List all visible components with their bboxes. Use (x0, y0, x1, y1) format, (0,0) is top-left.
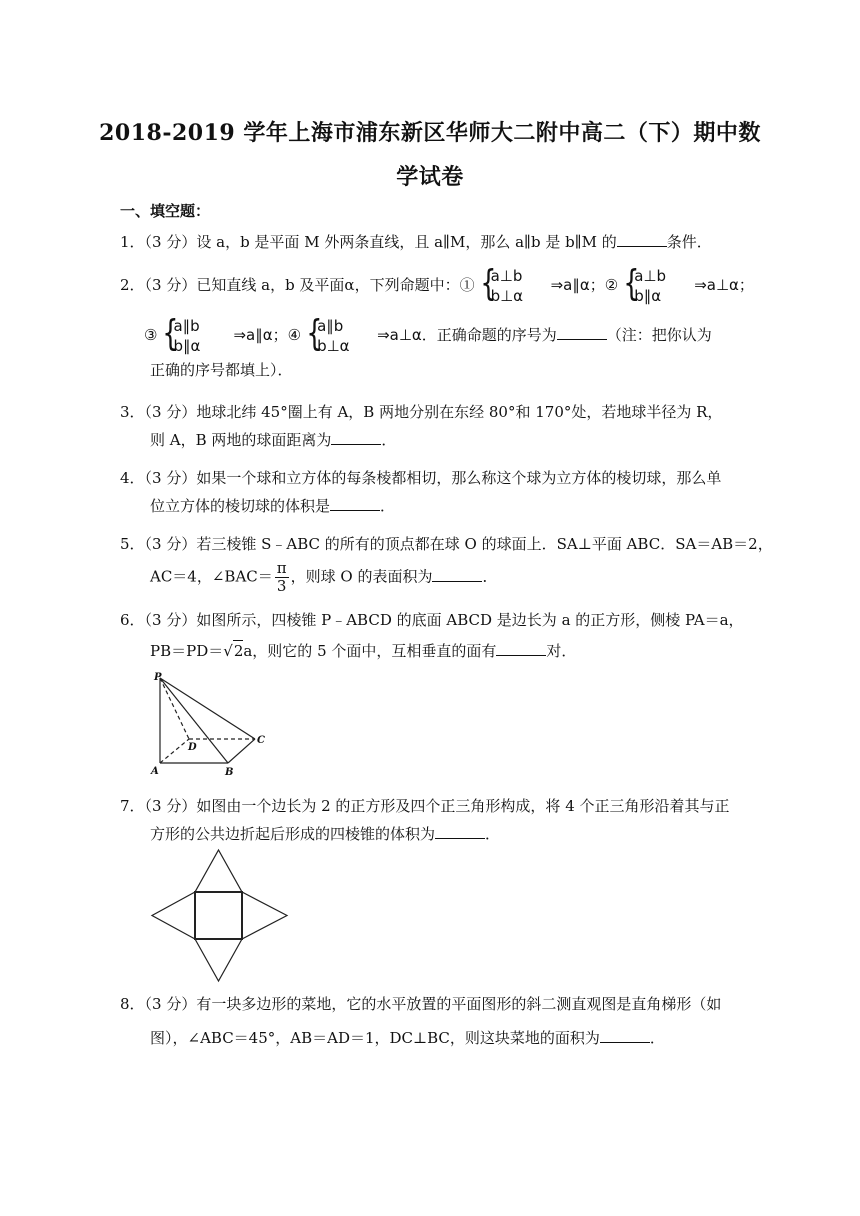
answer-blank[interactable] (496, 641, 546, 656)
label-a: A (151, 766, 159, 777)
question-2-line1: 2．（3 分）已知直线 a，b 及平面α，下列命题中：① { a⊥b b⊥α ⇒a∥α；② { a⊥b b∥α ⇒a⊥α； (120, 263, 754, 305)
answer-blank[interactable] (617, 232, 667, 247)
question-5-line2: AC＝4，∠BAC＝ $\frac{\pi}{3}$ ，则球 O 的表面积为 ． (150, 559, 498, 595)
label-c: C (257, 735, 265, 746)
question-8-line2: 图），∠ABC＝45°，AB＝AD＝1，DC⊥BC，则这块菜地的面积为 ． (150, 1029, 665, 1047)
label-p: P (154, 672, 162, 683)
question-4-line2: 位立方体的棱切球的体积是 ． (150, 497, 396, 515)
system-2: { a⊥b b∥α (623, 263, 666, 305)
question-6-line1: 6．（3 分）如图所示，四棱锥 P﹣ABCD 的底面 ABCD 是边长为 a 的正方形，侧棱 PA＝a， (120, 611, 744, 629)
fraction-pi-over-3: $\frac{\pi}{3}$ (276, 559, 287, 595)
square-triangles-figure (150, 848, 290, 984)
answer-blank[interactable] (557, 325, 607, 340)
question-1: 1．（3 分）设 a，b 是平面 M 外两条直线，且 a∥M，那么 a∥b 是 b∥M 的 条件． (120, 233, 712, 251)
question-2-line2: ③ { a∥b b∥α ⇒a∥α；④ { a∥b b⊥α ⇒a⊥α．正确命题的序号为 （注：把你认为 (144, 313, 712, 355)
sqrt-2: 2 (233, 642, 244, 660)
doc-title-line1: 2018-2019 学年上海市浦东新区华师大二附中高二（下）期中数 (99, 120, 761, 146)
label-d: D (188, 742, 197, 753)
question-6-line2: PB＝PD＝√2a，则它的 5 个面中，互相垂直的面有 对． (150, 642, 577, 660)
pyramid-figure (145, 670, 275, 780)
doc-title-line2: 学试卷 (396, 164, 464, 190)
system-4: { a∥b b⊥α (306, 313, 350, 355)
answer-blank[interactable] (331, 430, 381, 445)
question-3-line2: 则 A，B 两地的球面距离为 ． (150, 431, 397, 449)
system-3: { a∥b b∥α (162, 313, 201, 355)
question-7-line1: 7．（3 分）如图由一个边长为 2 的正方形及四个正三角形构成，将 4 个正三角形沿着其与正 (120, 797, 730, 815)
system-1: { a⊥b b⊥α (480, 263, 524, 305)
question-5-line1: 5．（3 分）若三棱锥 S﹣ABC 的所有的顶点都在球 O 的球面上．SA⊥平面 ABC．SA＝AB＝2， (120, 535, 773, 553)
question-4-line1: 4．（3 分）如果一个球和立方体的每条棱都相切，那么称这个球为立方体的棱切球，那么单 (120, 469, 722, 487)
question-8-line1: 8．（3 分）有一块多边形的菜地，它的水平放置的平面图形的斜二测直观图是直角梯形（如 (120, 995, 722, 1013)
label-b: B (225, 767, 234, 778)
section-heading: 一、填空题： (120, 202, 211, 220)
question-3-line1: 3．（3 分）地球北纬 45°圈上有 A，B 两地分别在东经 80°和 170°处，若地球半径为 R， (120, 403, 723, 421)
answer-blank[interactable] (435, 824, 485, 839)
answer-blank[interactable] (600, 1028, 650, 1043)
answer-blank[interactable] (330, 496, 380, 511)
answer-blank[interactable] (432, 567, 482, 582)
question-2-line3: 正确的序号都填上）． (150, 361, 293, 379)
question-7-line2: 方形的公共边折起后形成的四棱锥的体积为 ． (150, 825, 501, 843)
